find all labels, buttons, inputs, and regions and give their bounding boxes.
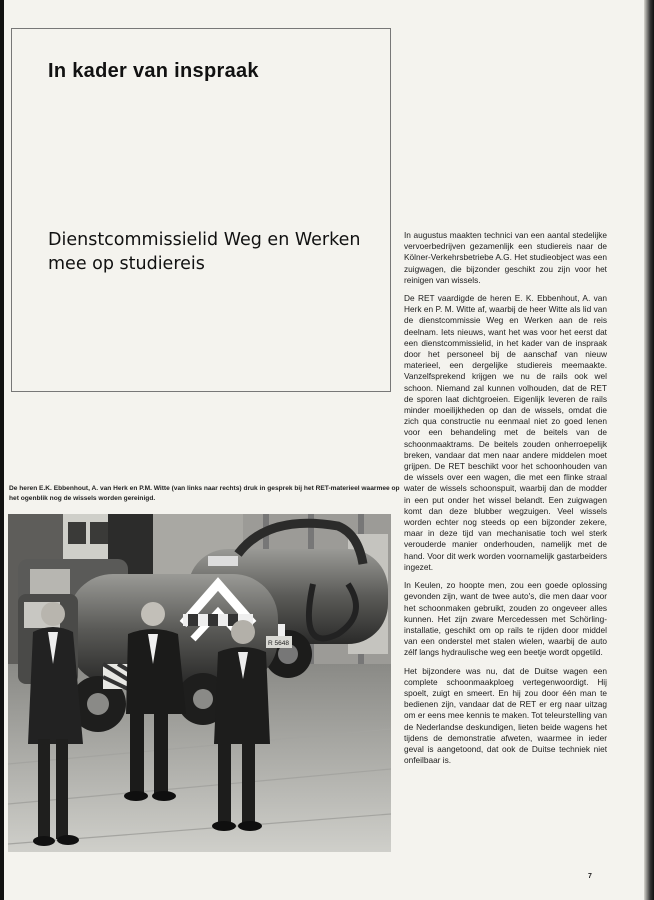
article-paragraph: In augustus maakten technici van een aantal stedelijke vervoerbedrijven gezamenlijk een studiereis naar de Kölner-Verkehrsbetriebe A.G. Het studieobject was een zuigwagen, die bijzonder geschikt zou zijn voor het reinigen van wissels. (404, 230, 607, 285)
page-edge-right (644, 0, 654, 900)
page-number: 7 (588, 873, 592, 880)
article-headline: Dienstcommissielid Weg en Werken mee op studiereis (48, 230, 361, 274)
article-paragraph: De RET vaardigde de heren E. K. Ebbenhout, A. van Herk en P. M. Witte af, waarbij de heer Witte als lid van de dienstcommissie Weg en Werken aan de reis deelnam. Iets nieuws, want het was voor het eerst dat een dienstcommissielid, in het kader van de inspraak door het personeel bij de aanschaf van nieuw materieel, een dergelijke studiereis meemaakte. Vanzelfsprekend krijgen we nu de rails ook wel schoon. Niemand zal kunnen volhouden, dat de RET de sporen laat dichtgroeien. Eigenlijk leveren de rails minder moeilijkheden op dan de wissels, omdat die zich qua constructie nu eenmaal niet zo goed lenen voor een behandeling met de beitels van de schoonmaaktrams. De beitels zouden onherroepelijk breken, vandaar dat men naar andere middelen moet grijpen. De RET beschikt voor het schoonhouden van de wissels over een wagen, die met een flinke straal water de wissels schoonspuit, waarbij dan de modder in een put onder het wissel belandt. Een zuigwagen komt dan deze blubber wegzuigen. Veel wissels worden echter nog steeds op een bijzonder zekere, maar in deze tijd van mechanisatie toch wel sterk verouderde manier onderhouden, namelijk met de hand. Voor dit werk worden voornamelijk gastarbeiders ingezet. (404, 293, 607, 572)
article-paragraph: Het bijzondere was nu, dat de Duitse wagen een complete schoonmaakploeg vertegenwoordigt. Hij spoelt, zuigt en smeert. En hij zou door één man te bedienen zijn, vandaar dat de RET er erg naar uitzag om er eens mee kennis te maken. Tot teleurstelling van de Nederlandse deskundigen, lieten beide wagens het tijdens de demonstratie afweten, waarmee in ieder geval is aangetoond, dat ook de Duitse techniek niet onfeilbaar is. (404, 665, 607, 766)
article-body (404, 230, 607, 773)
license-plate: R 5648 (268, 640, 289, 647)
photo-caption: De heren E.K. Ebbenhout, A. van Herk en P.M. Witte (van links naar rechts) druk in gesprek bij het RET-materieel waarmee op het ogenblik nog de wissels worden gereinigd. (9, 485, 400, 502)
article-paragraph: In Keulen, zo hoopte men, zou een goede oplossing gevonden zijn, want de twee auto's, die men daar voor het schoonmaken gebruikt, zouden zo ongeveer alles kunnen. Het zijn zware Mercedessen met Schörling-installatie, geschikt om op rails te rijden door middel van een onderstel met stalen wielen, waarbij de auto zélf langs hydraulische weg een beetje wordt opgetild. (404, 580, 607, 658)
section-kicker: In kader van inspraak (48, 60, 259, 82)
page-edge-left (0, 0, 4, 900)
article-photo (8, 514, 391, 852)
